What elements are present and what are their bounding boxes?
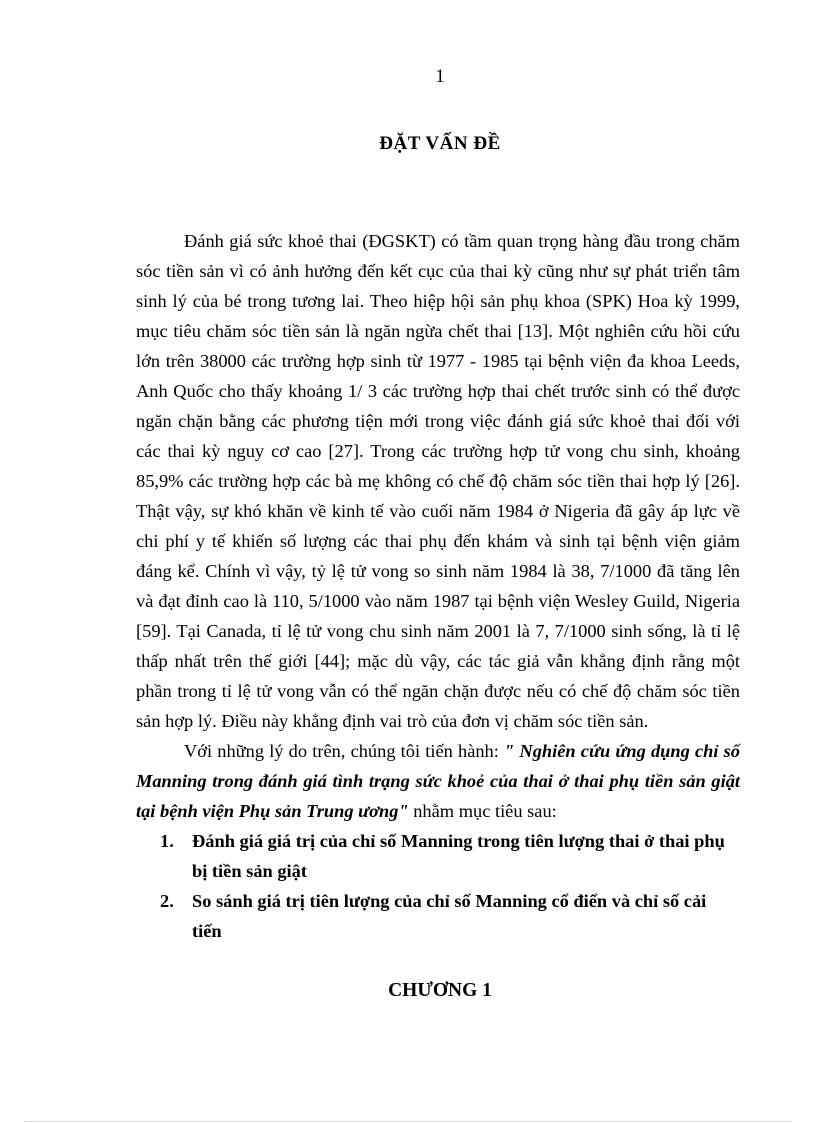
objective-number: 2.	[160, 891, 174, 911]
paragraph-introduction: Đánh giá sức khoẻ thai (ĐGSKT) có tầm quan trọng hàng đầu trong chăm sóc tiền sản vì có ảnh hưởng đến kết cục của thai kỳ cũng như sự phát triển tâm sinh lý của bé trong tương lai. Theo hiệp hội sản phụ khoa (SPK) Hoa kỳ 1999, mục tiêu chăm sóc tiền sản là ngăn ngừa chết thai [13]. Một nghiên cứu hồi cứu lớn trên 38000 các trường hợp sinh từ 1977 - 1985 tại bệnh viện đa khoa Leeds, Anh Quốc cho thấy khoảng 1/ 3 các trường hợp thai chết trước sinh có thể được ngăn chặn bằng các phương tiện mới trong việc đánh giá sức khoẻ thai đối với các thai kỳ nguy cơ cao [27]. Trong các trường hợp tử vong chu sinh, khoảng 85,9% các trường hợp các bà mẹ không có chế độ chăm sóc tiền thai hợp lý [26]. Thật vậy, sự khó khăn về kinh tế vào cuối năm 1984 ở Nigeria đã gây áp lực về chi phí y tế khiến số lượng các thai phụ đến khám và sinh tại bệnh viện giảm đáng kể. Chính vì vậy, tỷ lệ tử vong so sinh năm 1984 là 38, 7/1000 đã tăng lên và đạt đỉnh cao là 110, 5/1000 vào năm 1987 tại bệnh viện Wesley Guild, Nigeria [59]. Tại Canada, tỉ lệ tử vong chu sinh năm 2001 là 7, 7/1000 sinh sống, là tỉ lệ thấp nhất trên thế giới [44]; mặc dù vậy, các tác giả vẫn khẳng định rằng một phần trong tỉ lệ tử vong vẫn có thể ngăn chặn được nếu có chế độ chăm sóc tiền sản hợp lý. Điều này khẳng định vai trò của đơn vị chăm sóc tiền sản.	[136, 231, 740, 731]
paragraph-tail-text: nhằm mục tiêu sau:	[408, 801, 557, 821]
document-body	[136, 226, 740, 946]
objective-text: Đánh giá giá trị của chỉ số Manning trong tiên lượng thai ở thai phụ bị tiền sản giật	[192, 831, 725, 881]
objective-text: So sánh giá trị tiên lượng của chỉ số Manning cổ điển và chỉ số cải tiến	[192, 891, 707, 941]
objective-number: 1.	[160, 831, 174, 851]
section-heading: ĐẶT VẤN ĐỀ	[379, 133, 501, 154]
paragraph-lead-text: Với những lý do trên, chúng tôi tiến hành:	[184, 741, 505, 761]
study-title: " Nghiên cứu ứng dụng chỉ số Manning trong đánh giá tình trạng sức khoẻ của thai ở thai phụ tiền sản giật tại bệnh viện Phụ sản Trung ương"	[136, 741, 740, 821]
paragraph-study-purpose	[136, 736, 740, 826]
objectives-list	[136, 826, 740, 946]
page-number: 1	[435, 66, 445, 87]
objective-item	[136, 886, 740, 946]
chapter-title: CHƯƠNG 1	[388, 980, 492, 1001]
page-bottom-divider	[24, 1121, 792, 1122]
objective-item	[136, 826, 740, 886]
